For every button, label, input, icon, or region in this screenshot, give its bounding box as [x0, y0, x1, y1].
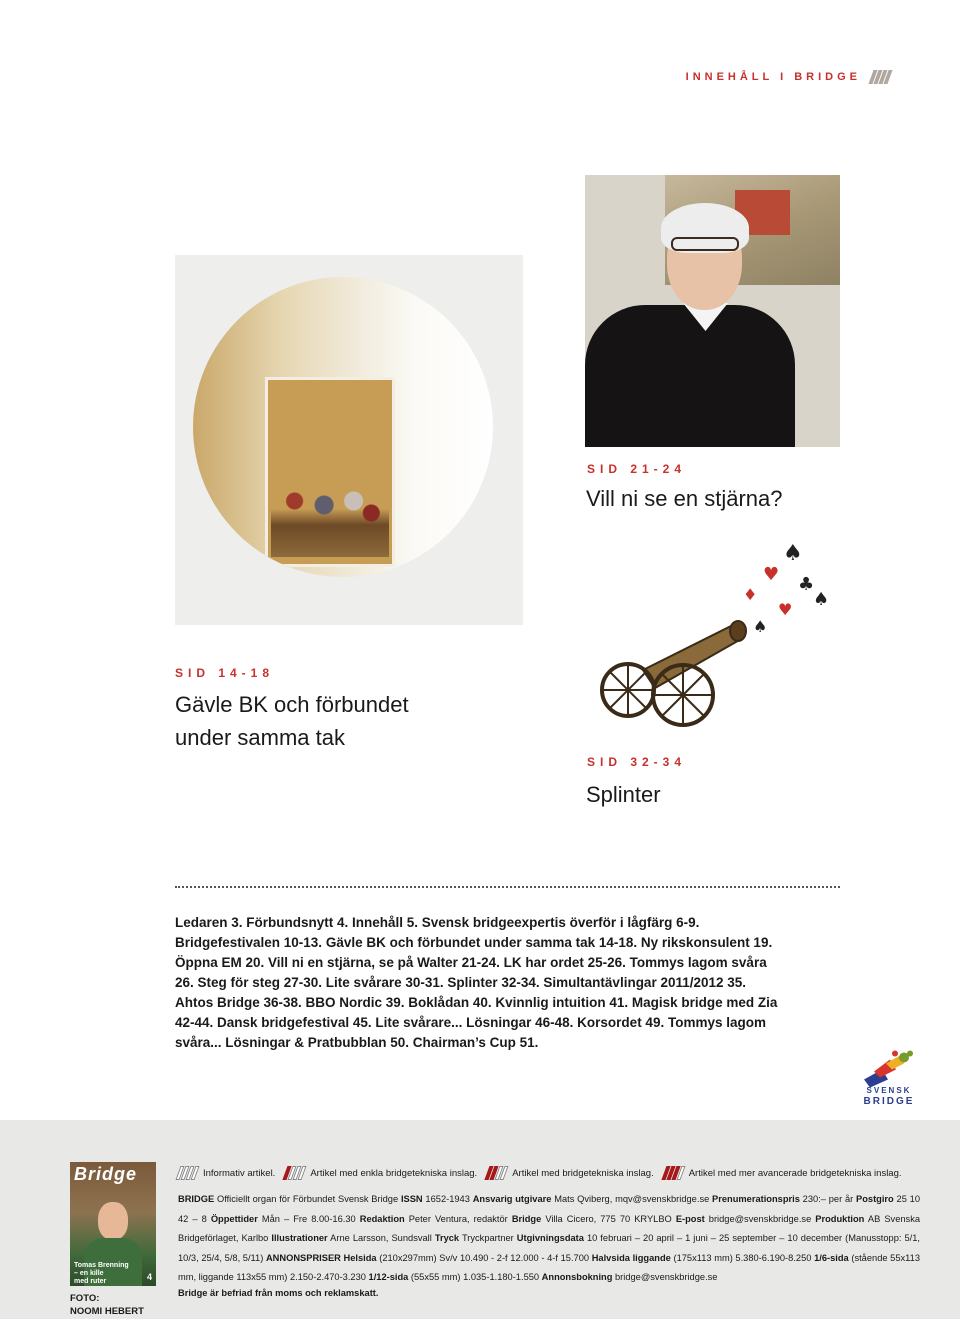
section-header: [686, 70, 890, 84]
colophon-key: BRIDGE: [178, 1194, 215, 1204]
article-title-gavle-line1: Gävle BK och förbundet: [175, 692, 409, 717]
difficulty-0-icon: [178, 1166, 197, 1180]
colophon-value: bridge@svenskbridge.se: [612, 1272, 718, 1282]
cover-caption-line1: Tomas Brenning: [74, 1262, 129, 1269]
legend-label: Artikel med enkla bridgetekniska inslag.: [310, 1167, 478, 1179]
colophon-value: 25 10 42 – 8: [178, 1194, 920, 1224]
colophon-key: Öppettider: [210, 1213, 258, 1224]
svg-text:♣: ♣: [798, 574, 815, 595]
colophon-value: Officiellt organ för Förbundet Svensk Bridge: [214, 1194, 401, 1204]
colophon-key: E-post: [675, 1213, 705, 1224]
colophon-key: Ansvarig utgivare: [472, 1194, 552, 1204]
svg-text:♠: ♠: [753, 617, 768, 636]
legend-item: [285, 1166, 477, 1180]
colophon-value: 10 februari – 20 april – 1 juni – 25 september – 10 december (Manusstopp: 5/1, 10/3, 25/4, 5/8, 5/11): [178, 1233, 920, 1263]
difficulty-3-icon: [664, 1166, 683, 1180]
dotted-divider: [175, 886, 840, 888]
legend-item: [178, 1166, 275, 1180]
colophon-key: Illustrationer: [271, 1233, 328, 1243]
portrait-glasses: [671, 237, 739, 251]
logo-line1: SVENSK: [866, 1086, 912, 1095]
colophon-value: Mån – Fre 8.00-16.30: [257, 1213, 360, 1224]
svg-text:♠: ♠: [813, 589, 830, 610]
colophon-key: ISSN: [400, 1194, 423, 1204]
cover-title: Bridge: [74, 1164, 138, 1184]
colophon-value: 230:– per år: [799, 1194, 857, 1204]
article-kicker-gavle: SID 14-18: [175, 666, 275, 680]
colophon-value: AB Svenska Bridgeförlaget, Karlbo: [178, 1213, 921, 1243]
photo-credit-name: NOOMI HEBERT: [70, 1306, 144, 1317]
colophon-value: (210x297mm) Sv/v 10.490 - 2-f 12.000 - 4-f 15.700: [376, 1252, 592, 1263]
tax-note: Bridge är befriad från moms och reklamskatt.: [178, 1288, 379, 1298]
cannon-wheel-left: [602, 664, 654, 716]
bridge-players: [271, 477, 389, 557]
portrait-sweater: [585, 305, 795, 447]
svg-text:♦: ♦: [743, 585, 758, 604]
suit-stripes-icon: [871, 70, 890, 84]
magazine-cover-thumbnail[interactable]: [70, 1162, 156, 1286]
colophon-value: (stående 55x113 mm, liggande 113x55 mm) 2.150-2.470-3.230: [178, 1252, 920, 1282]
svg-text:♥: ♥: [763, 564, 780, 585]
article-title-stjarna[interactable]: Vill ni se en stjärna?: [586, 486, 783, 511]
colophon-key: Helsida: [343, 1252, 377, 1263]
colophon-value: Villa Cicero, 775 70 KRYLBO: [541, 1213, 676, 1224]
article-title-splinter[interactable]: Splinter: [586, 782, 661, 807]
flying-card-suits: [733, 541, 829, 636]
article-kicker-stjarna: SID 21-24: [587, 462, 687, 476]
colophon-key: Redaktion: [359, 1213, 405, 1224]
difficulty-2-icon: [487, 1166, 506, 1180]
logo-text: [862, 1085, 916, 1107]
colophon-key: Postgiro: [856, 1194, 894, 1204]
cover-caption-line2: – en kille: [74, 1270, 104, 1277]
cover-caption-line3: med ruter: [74, 1278, 107, 1285]
cover-face: [98, 1202, 128, 1240]
colophon-key: Halvsida liggande: [591, 1252, 671, 1263]
club-room-photo: [175, 255, 523, 625]
legend-item: [487, 1166, 654, 1180]
colophon-value: bridge@svenskbridge.se: [704, 1213, 816, 1224]
portrait-photo: [585, 175, 840, 447]
colophon-key: Bridge: [511, 1213, 542, 1224]
difficulty-legend: [178, 1166, 902, 1180]
colophon-value: Mats Qviberg, mqv@svenskbridge.se: [551, 1194, 713, 1204]
cover-issue-number: 4: [146, 1272, 152, 1282]
legend-label: Artikel med bridgetekniska inslag.: [512, 1167, 654, 1179]
colophon-value: Tryckpartner: [459, 1233, 517, 1243]
cannon-illustration: [583, 540, 843, 740]
colophon-value: Arne Larsson, Sundsvall: [327, 1233, 435, 1243]
cover-caption: [74, 1262, 129, 1286]
colophon-key: Tryck: [434, 1233, 460, 1243]
colophon-key: ANNONSPRISER: [265, 1252, 341, 1263]
svg-text:♥: ♥: [778, 600, 793, 619]
article-kicker-splinter: SID 32-34: [587, 755, 687, 769]
legend-label: Informativ artikel.: [203, 1167, 276, 1179]
photo-credit-label: FOTO:: [70, 1293, 100, 1304]
svg-text:♠: ♠: [783, 541, 803, 566]
section-header-label: INNEHÅLL I BRIDGE: [685, 71, 861, 83]
colophon: [178, 1190, 920, 1288]
photo-credit: [70, 1292, 144, 1318]
colophon-value: 1652-1943: [422, 1194, 473, 1204]
colophon-key: Produktion: [815, 1213, 865, 1224]
colophon-value: (55x55 mm) 1.035-1.180-1.550: [408, 1272, 542, 1282]
colophon-value: (175x113 mm) 5.380-6.190-8.250: [670, 1252, 815, 1263]
colophon-key: Utgivningsdata: [516, 1233, 584, 1243]
colophon-value: Peter Ventura, redaktör: [404, 1213, 512, 1224]
colophon-key: 1/12-sida: [368, 1272, 409, 1282]
article-title-gavle[interactable]: [175, 688, 409, 754]
article-title-gavle-line2: under samma tak: [175, 725, 345, 750]
logo-line2: BRIDGE: [863, 1096, 915, 1107]
colophon-key: Annonsbokning: [541, 1272, 613, 1282]
legend-item: [664, 1166, 902, 1180]
colophon-key: Prenumerationspris: [712, 1194, 800, 1204]
colophon-key: 1/6-sida: [814, 1252, 849, 1263]
circle-window: [193, 277, 493, 577]
difficulty-1-icon: [285, 1166, 304, 1180]
table-of-contents: Ledaren 3. Förbundsnytt 4. Innehåll 5. Svensk bridgeexpertis överför i lågfärg 6-9. Bridgefestivalen 10-13. Gävle BK och förbundet under samma tak 14-18. Ny rikskonsulent 19. Öppna EM 20. Vill ni en stjärna, se på Walter 21-24. LK har ordet 25-26. Tommys lagom svåra 26. Steg för steg 27-30. Lite svårare 30-31. Splinter 32-34. Simultantävlingar 2011/2012 35. Ahtos Bridge 36-38. BBO Nordic 39. Boklådan 40. Kvinnlig intuition 41. Magisk bridge med Zia 42-44. Dansk bridgefestival 45. Lite svårare... Lösningar 46-48. Korsordet 49. Tommys lagom svåra... Lösningar & Pratbubblan 50. Chairman’s Cup 51.: [175, 915, 778, 1050]
legend-label: Artikel med mer avancerade bridgetekniska inslag.: [688, 1167, 902, 1179]
cannon-wheel-right: [653, 665, 713, 725]
